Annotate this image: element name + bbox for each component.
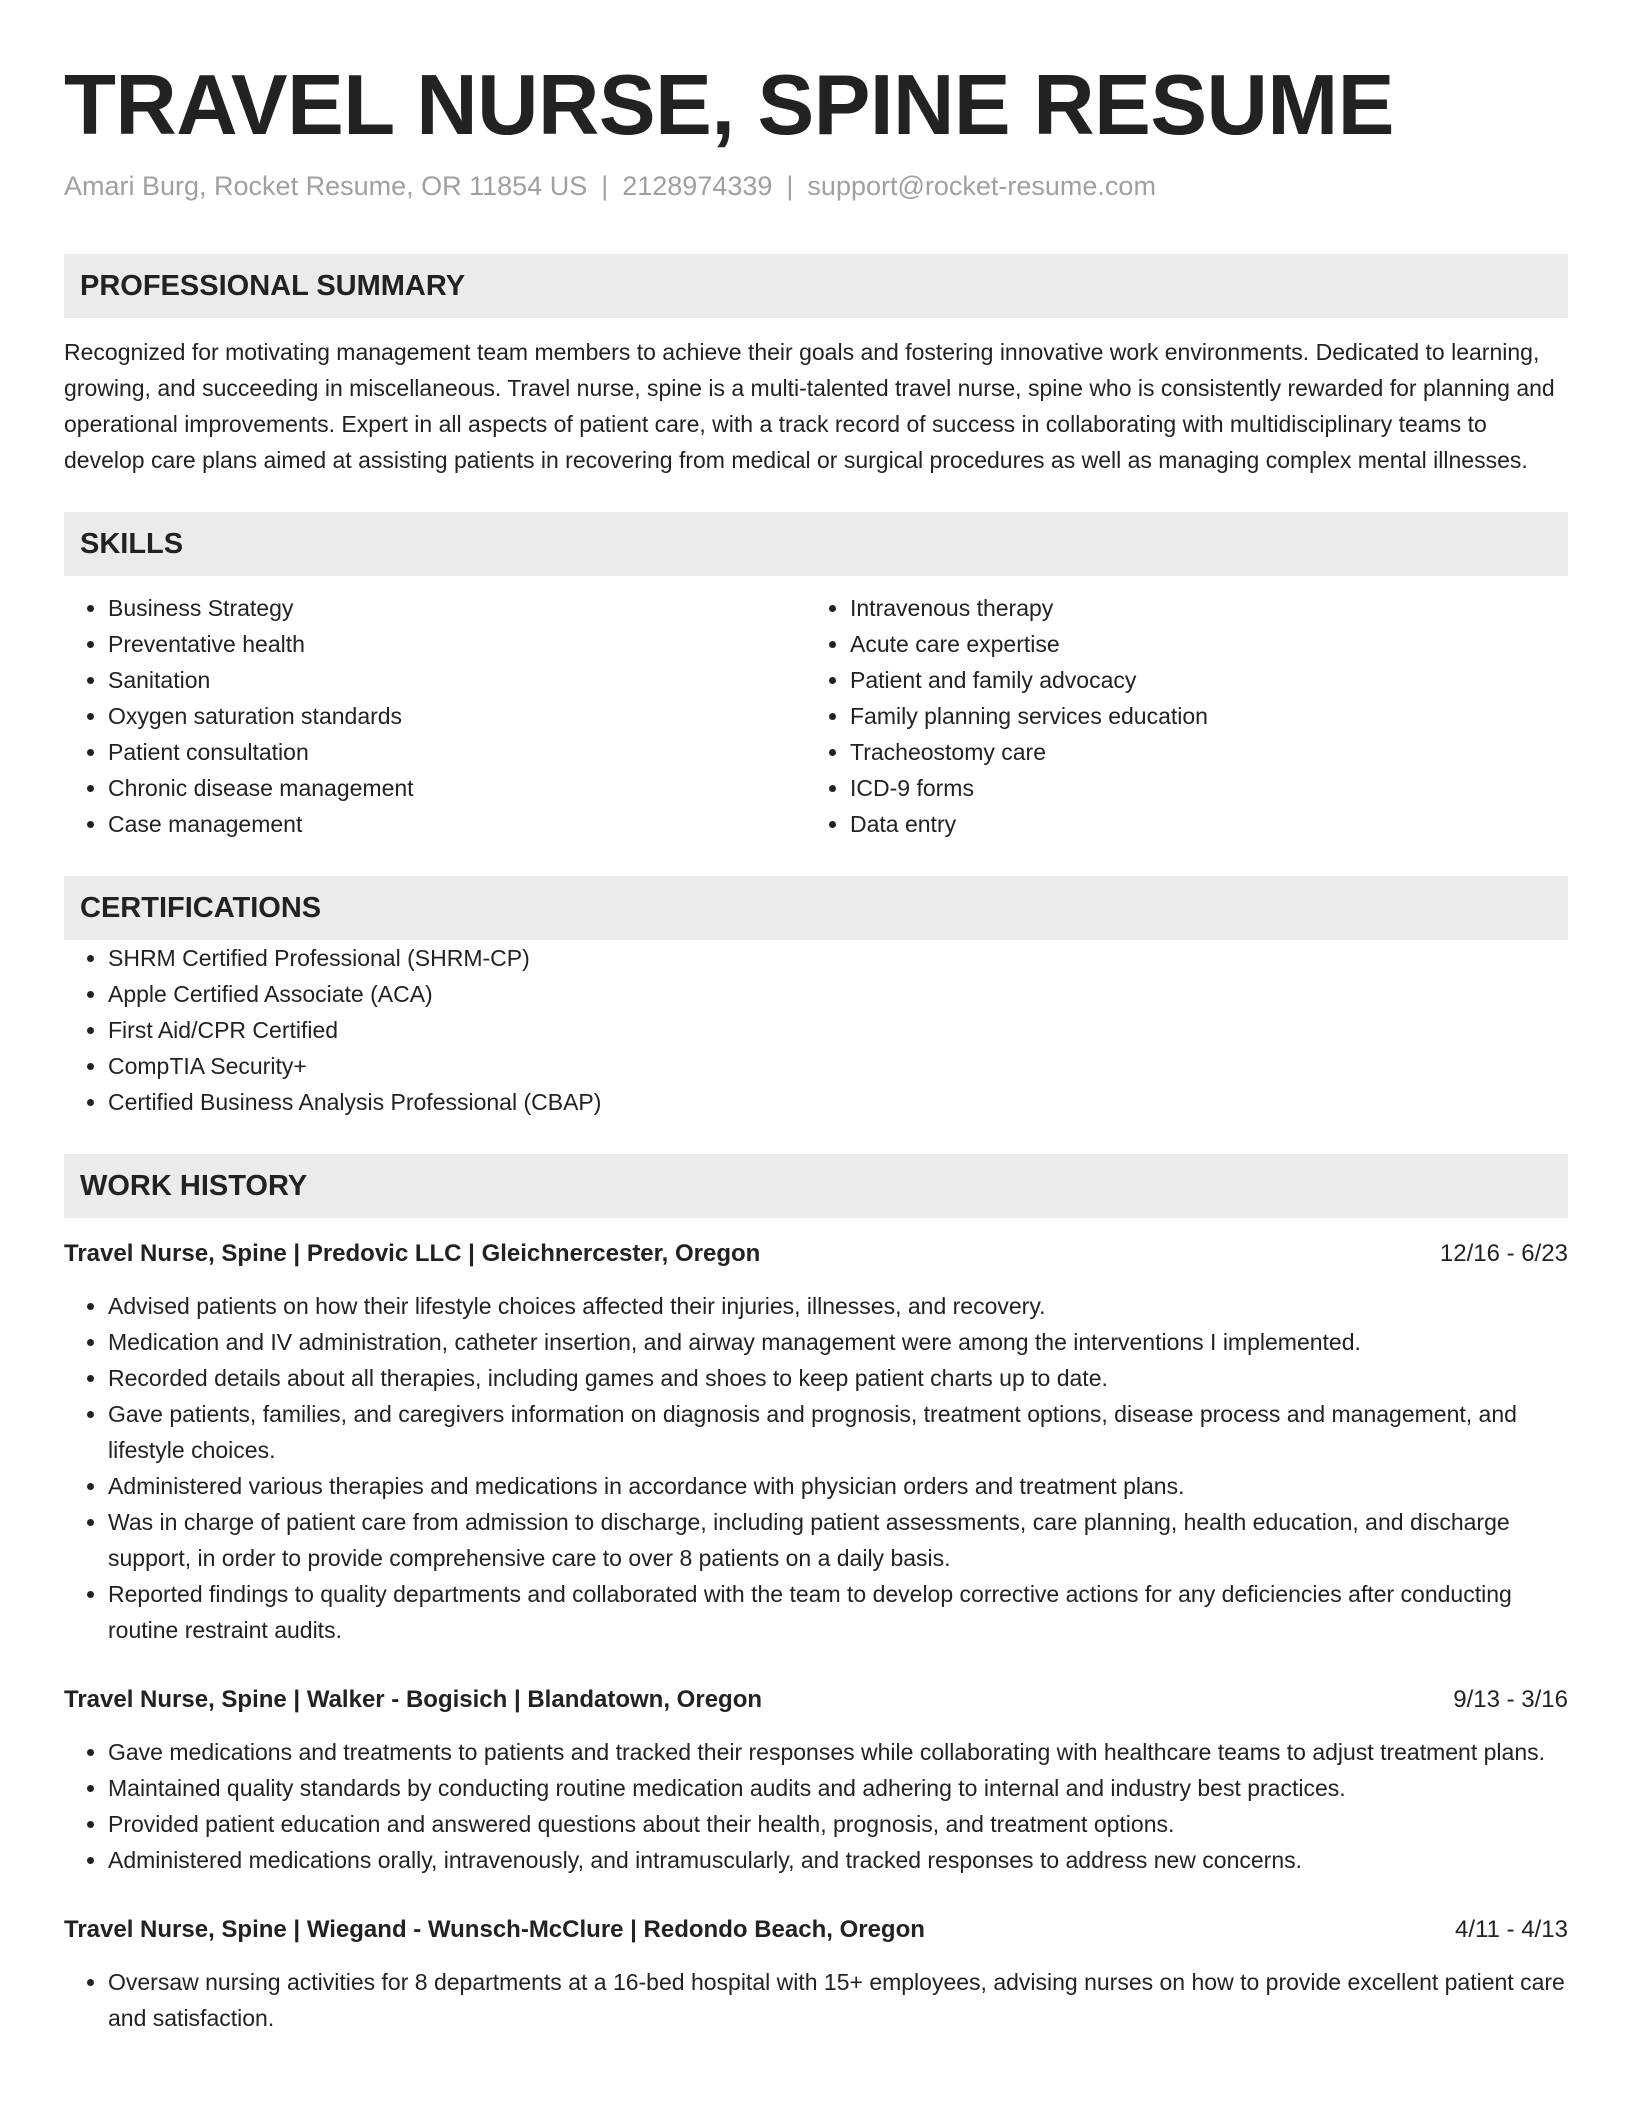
skill-item: • Oxygen saturation standards bbox=[108, 698, 806, 734]
contact-phone: 2128974339 bbox=[622, 171, 773, 201]
job-entry bbox=[64, 1682, 1568, 1878]
certifications-list bbox=[64, 940, 1568, 1120]
skill-item: • Patient and family advocacy bbox=[850, 662, 1548, 698]
skill-item: • Intravenous therapy bbox=[850, 590, 1548, 626]
job-bullet: • Gave patients, families, and caregivers information on diagnosis and prognosis, treatment options, disease process and management, and lifestyle choices. bbox=[108, 1396, 1568, 1468]
job-dates: 12/16 - 6/23 bbox=[1439, 1240, 1568, 1267]
contact-address: Amari Burg, Rocket Resume, OR 11854 US bbox=[64, 171, 588, 201]
skills-list-left bbox=[64, 590, 806, 842]
work-history-heading: WORK HISTORY bbox=[64, 1154, 1568, 1218]
summary-text: Recognized for motivating management team members to achieve their goals and fostering innovative work environments. Dedicated to learning, growing, and succeeding in miscellaneous. Travel nurse, spine is a multi-talented travel nurse, spine who is consistently rewarded for planning and operational improvements. Expert in all aspects of patient care, with a track record of success in collaborating with multidisciplinary teams to develop care plans aimed at assisting patients in recovering from medical or surgical procedures as well as managing complex mental illnesses. bbox=[64, 339, 1555, 473]
skill-item: • Data entry bbox=[850, 806, 1548, 842]
certification-item: • SHRM Certified Professional (SHRM-CP) bbox=[108, 940, 1568, 976]
skill-item: • Sanitation bbox=[108, 662, 806, 698]
skill-item: • Patient consultation bbox=[108, 734, 806, 770]
job-bullet: • Recorded details about all therapies, including games and shoes to keep patient charts up to date. bbox=[108, 1360, 1568, 1396]
job-bullet: • Medication and IV administration, catheter insertion, and airway management were among the interventions I implemented. bbox=[108, 1324, 1568, 1360]
skills-column-right bbox=[806, 590, 1548, 842]
job-bullet: • Provided patient education and answered questions about their health, prognosis, and treatment options. bbox=[108, 1806, 1568, 1842]
job-bullet: • Was in charge of patient care from admission to discharge, including patient assessments, care planning, health education, and discharge support, in order to provide comprehensive care to over 8 patients on a daily basis. bbox=[108, 1504, 1568, 1576]
job-bullet: • Gave medications and treatments to patients and tracked their responses while collaborating with healthcare teams to adjust treatment plans. bbox=[108, 1734, 1568, 1770]
job-dates: 4/11 - 4/13 bbox=[1455, 1916, 1568, 1943]
job-title: Travel Nurse, Spine | Walker - Bogisich | Blandatown, Oregon bbox=[64, 1686, 763, 1713]
job-bullets bbox=[64, 1288, 1568, 1648]
job-bullet: • Reported findings to quality departments and collaborated with the team to develop corrective actions for any deficiencies after conducting routine restraint audits. bbox=[108, 1576, 1568, 1648]
certification-item: • First Aid/CPR Certified bbox=[108, 1012, 1568, 1048]
job-bullet: • Administered medications orally, intravenously, and intramuscularly, and tracked responses to address new concerns. bbox=[108, 1842, 1568, 1878]
skill-item: • ICD-9 forms bbox=[850, 770, 1548, 806]
skills-column-left bbox=[64, 590, 806, 842]
job-dates: 9/13 - 3/16 bbox=[1453, 1686, 1568, 1713]
job-header bbox=[64, 1682, 1568, 1718]
contact-separator: | bbox=[786, 171, 794, 201]
job-bullets bbox=[64, 1964, 1568, 2036]
skill-item: • Family planning services education bbox=[850, 698, 1548, 734]
job-bullet: • Maintained quality standards by conducting routine medication audits and adhering to internal and industry best practices. bbox=[108, 1770, 1568, 1806]
certification-item: • Certified Business Analysis Professional (CBAP) bbox=[108, 1084, 1568, 1120]
contact-line bbox=[64, 168, 1568, 204]
job-bullet: • Administered various therapies and medications in accordance with physician orders and treatment plans. bbox=[108, 1468, 1568, 1504]
certifications-heading: CERTIFICATIONS bbox=[64, 876, 1568, 940]
skills-grid bbox=[64, 590, 1568, 842]
job-bullets bbox=[64, 1734, 1568, 1878]
skill-item: • Tracheostomy care bbox=[850, 734, 1548, 770]
skill-item: • Preventative health bbox=[108, 626, 806, 662]
job-entry bbox=[64, 1236, 1568, 1648]
certification-item: • Apple Certified Associate (ACA) bbox=[108, 976, 1568, 1012]
job-title: Travel Nurse, Spine | Predovic LLC | Gleichnercester, Oregon bbox=[64, 1240, 761, 1267]
skills-heading: SKILLS bbox=[64, 512, 1568, 576]
summary-heading: PROFESSIONAL SUMMARY bbox=[64, 254, 1568, 318]
skill-item: • Case management bbox=[108, 806, 806, 842]
contact-separator: | bbox=[601, 171, 609, 201]
job-entry bbox=[64, 1912, 1568, 2036]
skills-list-right bbox=[806, 590, 1548, 842]
resume-title: TRAVEL NURSE, SPINE RESUME bbox=[64, 58, 1394, 153]
skill-item: • Acute care expertise bbox=[850, 626, 1548, 662]
skill-item: • Business Strategy bbox=[108, 590, 806, 626]
contact-email: support@rocket-resume.com bbox=[807, 171, 1156, 201]
job-header bbox=[64, 1236, 1568, 1272]
job-bullet: • Advised patients on how their lifestyle choices affected their injuries, illnesses, and recovery. bbox=[108, 1288, 1568, 1324]
skill-item: • Chronic disease management bbox=[108, 770, 806, 806]
certification-item: • CompTIA Security+ bbox=[108, 1048, 1568, 1084]
job-bullet: • Oversaw nursing activities for 8 departments at a 16-bed hospital with 15+ employees, advising nurses on how to provide excellent patient care and satisfaction. bbox=[108, 1964, 1568, 2036]
job-title: Travel Nurse, Spine | Wiegand - Wunsch-McClure | Redondo Beach, Oregon bbox=[64, 1916, 925, 1943]
job-header bbox=[64, 1912, 1568, 1948]
